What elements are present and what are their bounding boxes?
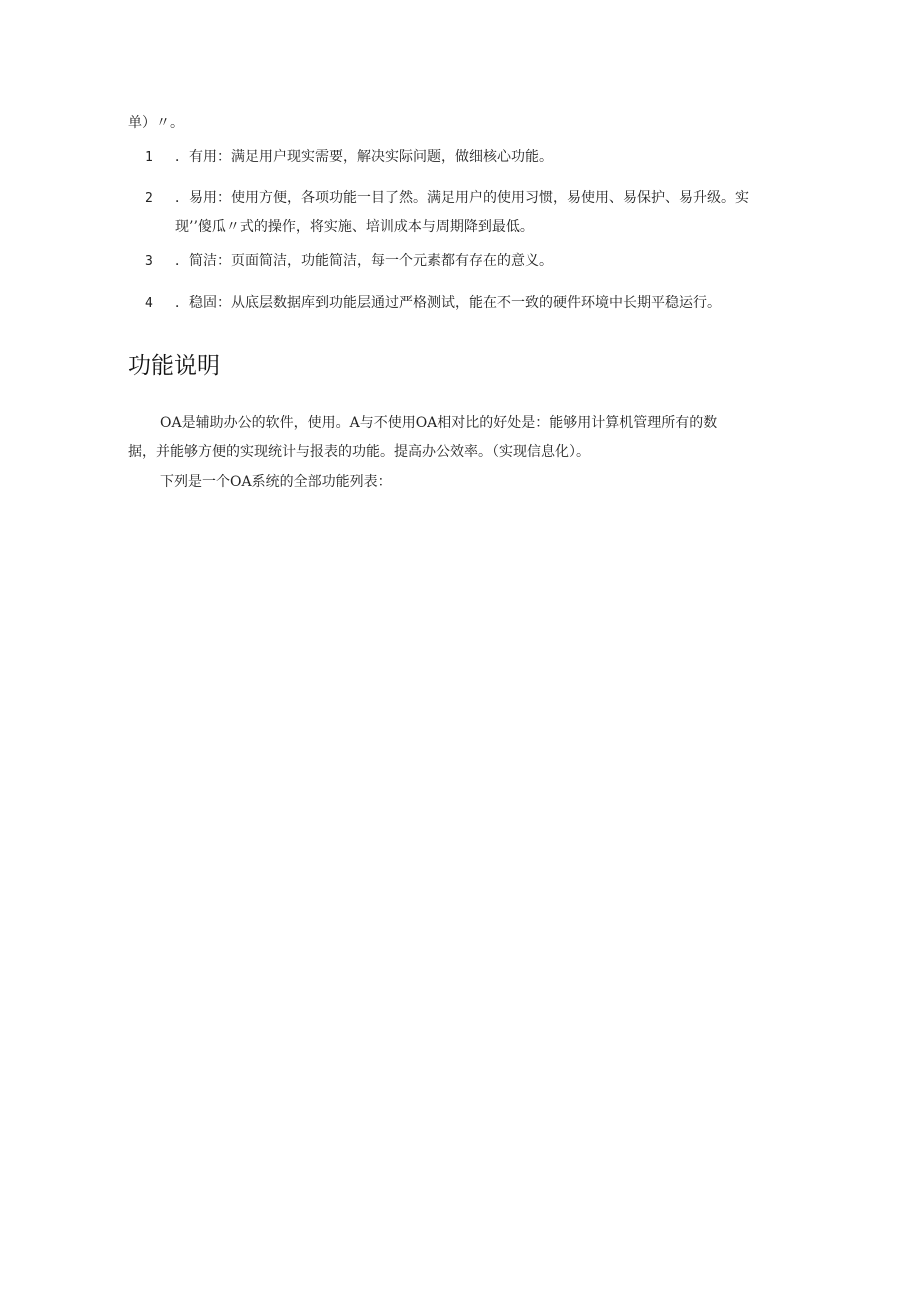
principle-text: ．简洁：页面简洁，功能简洁，每一个元素都有存在的意义。 — [175, 253, 553, 269]
section-paragraph-line-1: OA是辅助办公的软件，使用。A与不使用OA相对比的好处是：能够用计算机管理所有的数 — [160, 415, 718, 431]
principle-text: ．稳固：从底层数据库到功能层通过严格测试，能在不一致的硬件环境中长期平稳运行。 — [175, 295, 721, 311]
principle-item-2-continuation: 现’’傻瓜〃式的操作，将实施、培训成本与周期降到最低。 — [175, 219, 534, 235]
principle-item-2 — [145, 189, 749, 208]
function-list-intro: 下列是一个OA系统的全部功能列表： — [160, 474, 392, 490]
section-paragraph-line-2: 据，并能够方便的实现统计与报表的功能。提高办公效率。（实现信息化）。 — [128, 444, 590, 460]
section-heading: 功能说明 — [128, 353, 220, 379]
principle-text: ．易用：使用方便，各项功能一目了然。满足用户的使用习惯，易使用、易保护、易升级。实 — [175, 190, 749, 206]
principle-item-1 — [145, 148, 553, 167]
principle-number: 4 — [145, 296, 153, 311]
principle-number: 3 — [145, 254, 153, 269]
principle-number: 2 — [145, 191, 153, 206]
principle-number: 1 — [145, 150, 153, 165]
principle-item-4 — [145, 294, 721, 313]
principle-text: ．有用：满足用户现实需要，解决实际问题，做细核心功能。 — [175, 149, 553, 165]
intro-tail-text: 单）〃。 — [128, 115, 184, 131]
principle-item-3 — [145, 252, 553, 271]
